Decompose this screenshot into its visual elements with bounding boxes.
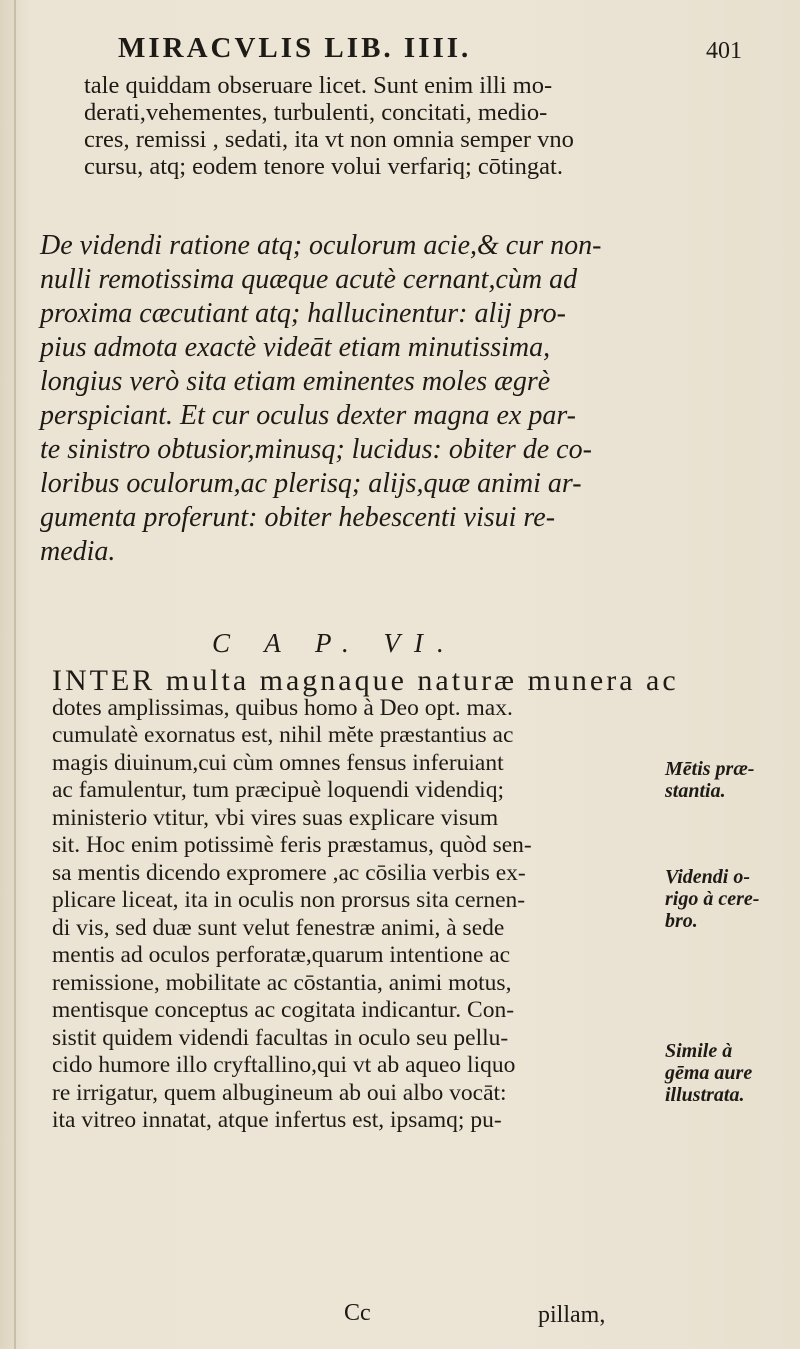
text-line: mentisque conceptus ac cogitata indicantur. Con- (52, 997, 515, 1023)
marginal-note-mentis (665, 758, 795, 802)
catchword: pillam, (538, 1302, 606, 1328)
text-line: mentis ad oculos perforatæ,quarum intentione ac (52, 942, 511, 968)
summary-line: loribus oculorum,ac plerisq; alijs,quæ animi ar- (40, 468, 582, 499)
chapter-heading: C A P. VI. (212, 628, 458, 658)
text-line: magis diuinum,cui cùm omnes fensus inferuiant (52, 749, 504, 776)
summary-line: te sinistro obtusior,minusq; lucidus: obiter de co- (40, 434, 592, 465)
text-line: cido humore illo cryftallino,qui vt ab aqueo liquo (52, 1052, 516, 1078)
text-line: ac famulentur, tum præcipuè loquendi videndiq; (52, 777, 504, 803)
text-line: derati,vehementes, turbulenti, concitati, medio- (84, 99, 548, 126)
summary-line: proxima cæcutiant atq; hallucinentur: alij pro- (40, 298, 566, 329)
paragraph-2 (52, 664, 679, 1135)
text-line: tale quiddam obseruare licet. Sunt enim illi mo- (84, 72, 553, 99)
text-line: cres, remissi , sedati, ita vt non omnia semper vno (84, 126, 574, 153)
text-line: sistit quidem videndi facultas in oculo seu pellu- (52, 1024, 509, 1051)
marginal-note-videndi (665, 866, 795, 932)
marginal-line: gēma aure (665, 1062, 753, 1084)
summary-line: gumenta proferunt: obiter hebescenti visui re- (40, 502, 556, 533)
marginal-line: bro. (665, 910, 698, 932)
marginal-line: Mētis præ- (665, 758, 755, 780)
text-line: plicare liceat, ita in oculis non prorsus sita cernen- (52, 887, 526, 913)
page-number: 401 (706, 38, 742, 64)
marginal-line: stantia. (665, 780, 726, 802)
summary-line: media. (40, 536, 116, 567)
paragraph-1 (84, 72, 644, 180)
marginal-line: Simile à (665, 1040, 733, 1062)
text-line: ita vitreo innatat, atque infertus est, ipsamq; pu- (52, 1107, 502, 1133)
summary-line: pius admota exactè videāt etiam minutissima, (40, 332, 551, 363)
running-head: MIRACVLIS LIB. IIII. (118, 32, 472, 64)
text-line: cursu, atq; eodem tenore volui verfariq; cōtingat. (84, 153, 563, 180)
text-line: dotes amplissimas, quibus homo à Deo opt. max. (52, 694, 513, 721)
text-line: sa mentis dicendo expromere ,ac cōsilia verbis ex- (52, 859, 526, 886)
text-line: remissione, mobilitate ac cōstantia, animi motus, (52, 969, 512, 996)
marginal-line: rigo à cere- (665, 888, 760, 910)
text-line: cumulatè exornatus est, nihil mĕte præstantius ac (52, 722, 514, 748)
gutter-line (14, 0, 16, 1349)
text-line: re irrigatur, quem albugineum ab oui albo vocāt: (52, 1079, 507, 1106)
marginal-note-simile (665, 1040, 795, 1106)
marginal-line: illustrata. (665, 1084, 745, 1106)
text-line: INTER multa magnaque naturæ munera ac (52, 664, 679, 697)
summary-line: nulli remotissima quæque acutè cernant,cùm ad (40, 264, 578, 295)
text-line: sit. Hoc enim potissimè feris præstamus, quòd sen- (52, 832, 532, 858)
summary-line: longius verò sita etiam eminentes moles ægrè (40, 366, 551, 397)
chapter-summary (40, 229, 630, 569)
text-line: di vis, sed duæ sunt velut fenestræ animi, à sede (52, 914, 505, 941)
summary-line: perspiciant. Et cur oculus dexter magna ex par- (40, 400, 576, 431)
text-line: ministerio vtitur, vbi vires suas explicare visum (52, 804, 499, 831)
marginal-line: Videndi o- (665, 866, 751, 888)
signature-mark: Cc (344, 1300, 371, 1326)
summary-line: De videndi ratione atq; oculorum acie,& cur non- (40, 230, 602, 261)
